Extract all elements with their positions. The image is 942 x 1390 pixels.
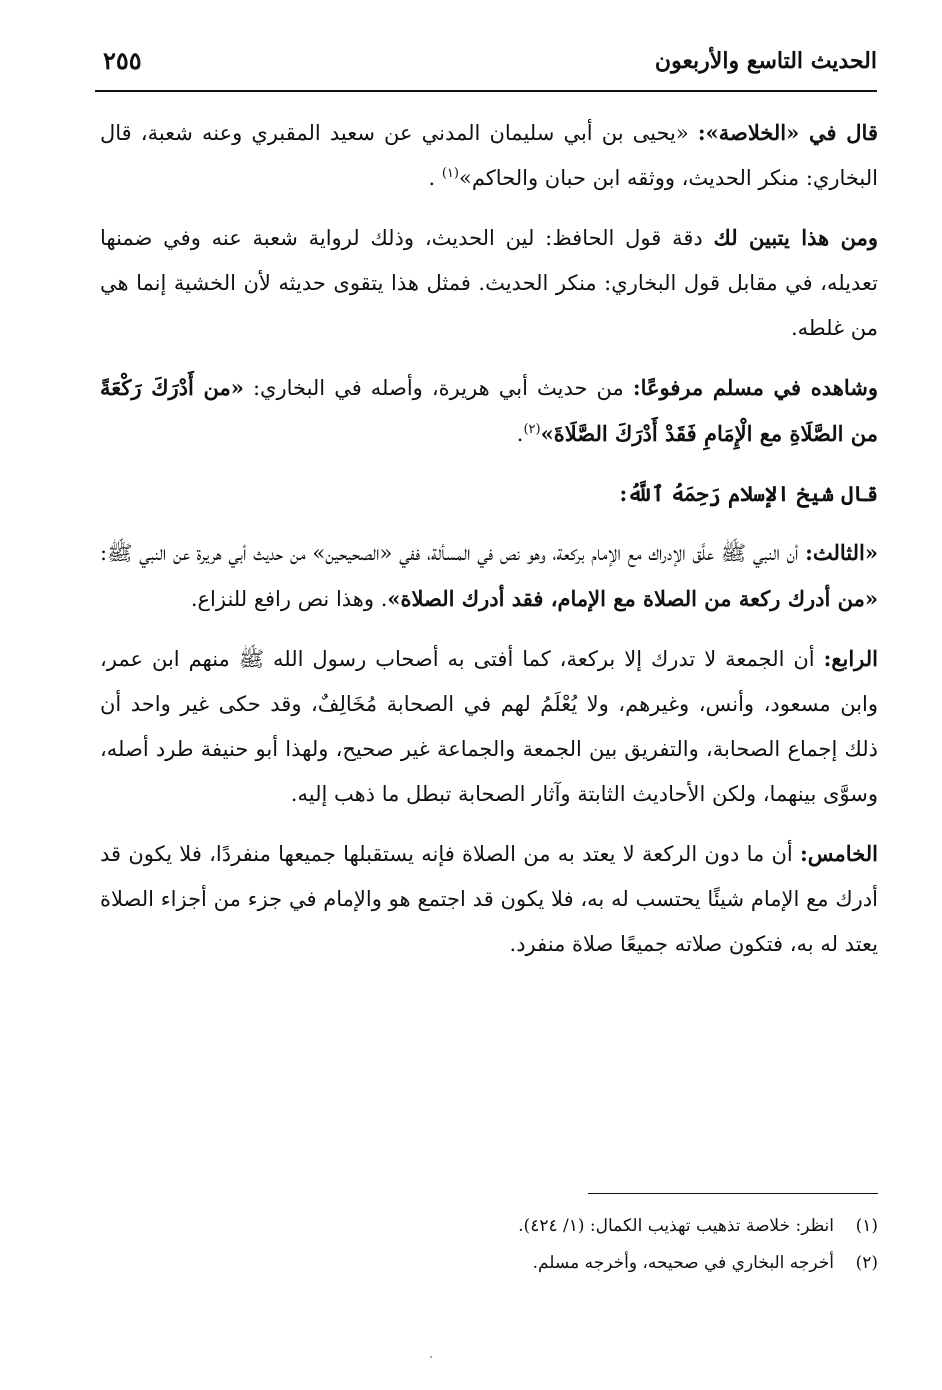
paragraph-end: . <box>428 166 442 190</box>
footnote-item <box>138 1245 878 1282</box>
footnote-item <box>138 1208 878 1245</box>
page-header <box>95 38 877 92</box>
footnote-ref[interactable]: (٢) <box>523 422 541 437</box>
main-text <box>100 110 878 981</box>
paragraph-text: دقة قول الحافظ: لين الحديث، وذلك لرواية شعبة عنه وفي ضمنها تعديله، في مقابل قول البخاري: منكر الحديث. فمثل هذا يتقوى حديثه لأن الخشية إنما هي من غلطه. <box>100 226 878 340</box>
footnote-number: (١) <box>855 1216 878 1236</box>
paragraph-text: «يحيى بن أبي سليمان المدني عن سعيد المقبري وعنه شعبة، قال البخاري: منكر الحديث، ووثقه ابن حبان والحاكم» <box>100 121 878 190</box>
paragraph-hafiz <box>100 215 878 351</box>
paragraph-lead: وشاهده في مسلم مرفوعًا: <box>632 375 878 400</box>
paragraph-text: . وهذا نص رافع للنزاع. <box>190 587 388 611</box>
paragraph-shahid <box>100 365 878 457</box>
paragraph-lead: «الثالث: <box>805 540 878 565</box>
paragraph-lead: ومن هذا يتبين لك <box>713 225 878 250</box>
paragraph-khulasa <box>100 110 878 201</box>
hadith-quote: «من أدرك ركعة من الصلاة مع الإمام، فقد أدرك الصلاة» <box>387 586 878 611</box>
section-heading: قال شيخ الإسلام رَحِمَهُ ٱللَّهُ: <box>619 481 878 506</box>
footnotes <box>138 1208 878 1282</box>
footnote-ref[interactable]: (١) <box>441 166 459 181</box>
scan-speck <box>430 1356 432 1358</box>
hadith-quote: «من أَدْرَكَ رَكْعَةً من الصَّلَاةِ مع الْإِمَامِ فَقَدْ أَدْرَكَ الصَّلَاةَ» <box>100 375 878 446</box>
paragraph-third <box>100 530 878 622</box>
paragraph-lead: قال في «الخلاصة»: <box>697 120 878 145</box>
page-number: ٢٥٥ <box>103 46 142 75</box>
paragraph-fifth <box>100 831 878 967</box>
paragraph-fourth <box>100 636 878 817</box>
paragraph-text: من حديث أبي هريرة، وأصله في البخاري: <box>252 376 633 400</box>
footnote-text: أخرجه البخاري في صحيحه، وأخرجه مسلم. <box>532 1253 834 1273</box>
paragraph-end: . <box>516 422 524 446</box>
footnote-text: انظر: خلاصة تذهيب تهذيب الكمال: (١/ ٤٢٤). <box>518 1216 834 1236</box>
paragraph-lead: الرابع: <box>823 646 878 671</box>
paragraph-text: أن ما دون الركعة لا يعتد به من الصلاة فإنه يستقبلها جميعها منفردًا، فلا يكون قد أدرك مع الإمام شيئًا يحتسب له به، فلا يكون قد اجتمع هو والإمام في جزء من أجزاء الصلاة يعتد له به، فتكون صلاته جميعًا صلاة منفرد. <box>100 842 878 956</box>
paragraph-text: أن الجمعة لا تدرك إلا بركعة، كما أفتى به أصحاب رسول الله ﷺ منهم ابن عمر، وابن مسعود، وأنس، وغيرهم، ولا يُعْلَمُ لهم في الصحابة مُخَالِفٌ، وقد حكى غير واحد أن ذلك إجماع الصحابة، والتفريق بين الجمعة والجماعة غير صحيح، ولهذا أبو حنيفة طرد أصله، وسوَّى بينهما، ولكن الأحاديث الثابتة وآثار الصحابة تبطل ما ذهب إليه. <box>100 647 878 806</box>
paragraph-text: أن النبي ﷺ علَّق الإدراك مع الإمام بركعة، وهو نص في المسألة، ففي «الصحيحين» من حديث أبي هريرة عن النبي ﷺ: <box>100 541 806 565</box>
running-title: الحديث التاسع والأربعون <box>654 48 877 74</box>
footnote-divider <box>588 1193 878 1194</box>
paragraph-lead: الخامس: <box>800 841 878 866</box>
footnote-number: (٢) <box>855 1253 878 1273</box>
